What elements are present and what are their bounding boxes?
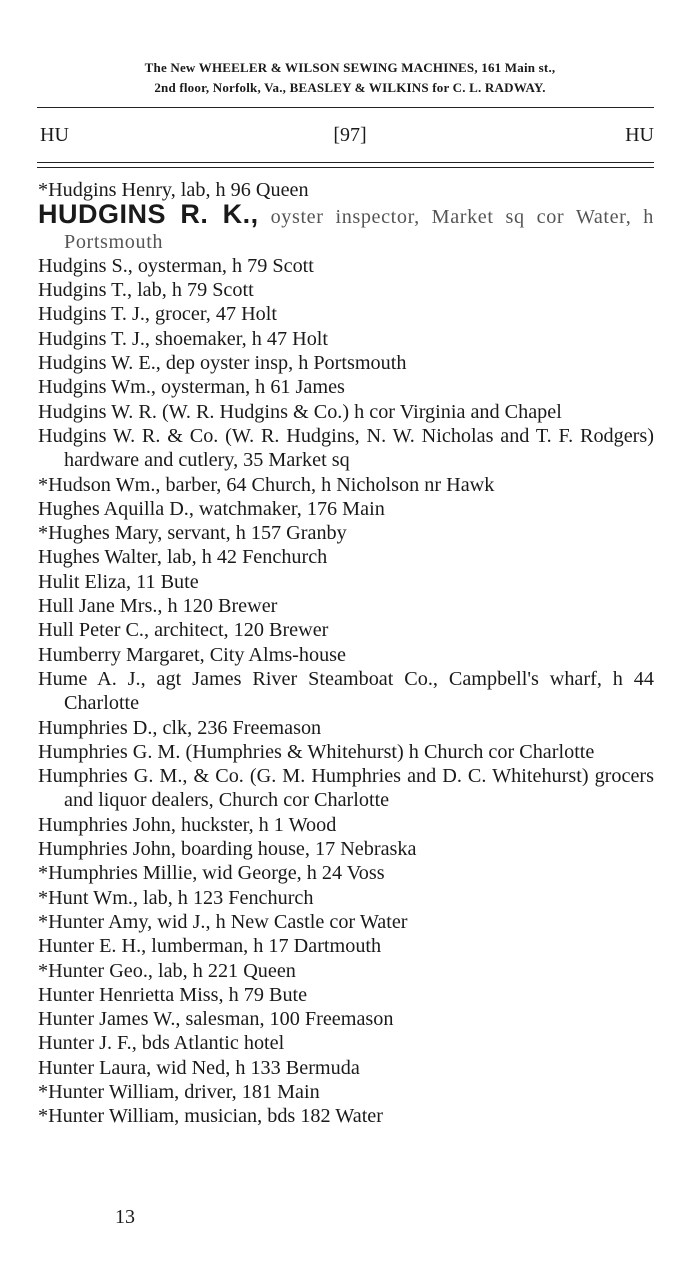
directory-entry: Hunter James W., salesman, 100 Freemason (38, 1008, 394, 1031)
header-rule (37, 107, 654, 108)
advertisement-line-2: 2nd floor, Norfolk, Va., BEASLEY & WILKINS for C. L. RADWAY. (154, 80, 546, 95)
directory-entry: Hudgins T., lab, h 79 Scott (38, 279, 254, 302)
directory-entry: *Hunter Amy, wid J., h New Castle cor Water (38, 910, 408, 933)
signature-mark: 13 (115, 1206, 135, 1228)
directory-entry: Hudgins T. J., shoemaker, h 47 Holt (38, 327, 329, 350)
directory-entry: *Hudson Wm., barber, 64 Church, h Nicholson nr Hawk (38, 473, 495, 496)
directory-entry: Hunter Laura, wid Ned, h 133 Bermuda (38, 1056, 360, 1079)
directory-entry: Hulit Eliza, 11 Bute (38, 570, 199, 593)
directory-entry: *Hudgins Henry, lab, h 96 Queen (38, 179, 309, 201)
directory-entry: Hudgins W. R. (W. R. Hudgins & Co.) h cor Virginia and Chapel (38, 400, 562, 423)
directory-entry: Hunter E. H., lumberman, h 17 Dartmouth (38, 935, 382, 958)
directory-entry: Humphries John, huckster, h 1 Wood (38, 813, 337, 836)
directory-entry: Hunter J. F., bds Atlantic hotel (38, 1032, 285, 1055)
advertisement-line-1: The New WHEELER & WILSON SEWING MACHINES, 161 Main st., (144, 60, 556, 75)
directory-entry: Hull Jane Mrs., h 120 Brewer (38, 595, 278, 618)
directory-entry: Hume A. J., agt James River Steamboat Co., Campbell's wharf, h 44 Charlotte (38, 667, 654, 715)
directory-entry: *Hunter William, driver, 181 Main (38, 1080, 320, 1103)
directory-entry: Hunter Henrietta Miss, h 79 Bute (38, 983, 308, 1006)
running-head-right: HU (625, 124, 654, 146)
directory-entry: *Hunt Wm., lab, h 123 Fenchurch (38, 886, 314, 909)
directory-entry (38, 199, 654, 254)
directory-entry: *Hunter William, musician, bds 182 Water (38, 1105, 383, 1128)
running-head-left: HU (40, 124, 69, 146)
directory-entry: *Hughes Mary, servant, h 157 Granby (38, 522, 347, 545)
directory-entry: Hudgins W. R. & Co. (W. R. Hudgins, N. W. Nicholas and T. F. Rodgers) hardware and cutlery, 35 Market sq (38, 424, 654, 472)
directory-entry: Hughes Aquilla D., watchmaker, 176 Main (38, 497, 385, 520)
directory-entry: *Hunter Geo., lab, h 221 Queen (38, 959, 296, 982)
entry-bold-name: HUDGINS R. K., (38, 199, 259, 230)
page-number: [97] (333, 124, 367, 146)
directory-entry: Humphries John, boarding house, 17 Nebraska (38, 838, 417, 861)
directory-entry: Hughes Walter, lab, h 42 Fenchurch (38, 546, 328, 569)
directory-entry: Humphries G. M., & Co. (G. M. Humphries and D. C. Whitehurst) grocers and liquor dealers, Church cor Charlotte (38, 765, 654, 812)
directory-entry: *Humphries Millie, wid George, h 24 Voss (38, 862, 385, 885)
directory-entry: Humphries G. M. (Humphries & Whitehurst) h Church cor Charlotte (38, 740, 595, 763)
directory-entry: Hudgins W. E., dep oyster insp, h Portsmouth (38, 352, 407, 375)
directory-entry: Hudgins T. J., grocer, 47 Holt (38, 303, 277, 326)
entry-text: oyster inspector, Market sq cor Water, h Portsmouth (64, 206, 654, 253)
directory-entries (38, 178, 654, 1129)
double-rule-upper (37, 162, 654, 163)
directory-entry: Hudgins Wm., oysterman, h 61 James (38, 376, 345, 399)
directory-entry: Humberry Margaret, City Alms-house (38, 643, 346, 666)
directory-entry: Hudgins S., oysterman, h 79 Scott (38, 254, 314, 277)
directory-entry: Humphries D., clk, 236 Freemason (38, 716, 322, 739)
directory-entry: Hull Peter C., architect, 120 Brewer (38, 619, 329, 642)
double-rule-lower (37, 167, 654, 168)
